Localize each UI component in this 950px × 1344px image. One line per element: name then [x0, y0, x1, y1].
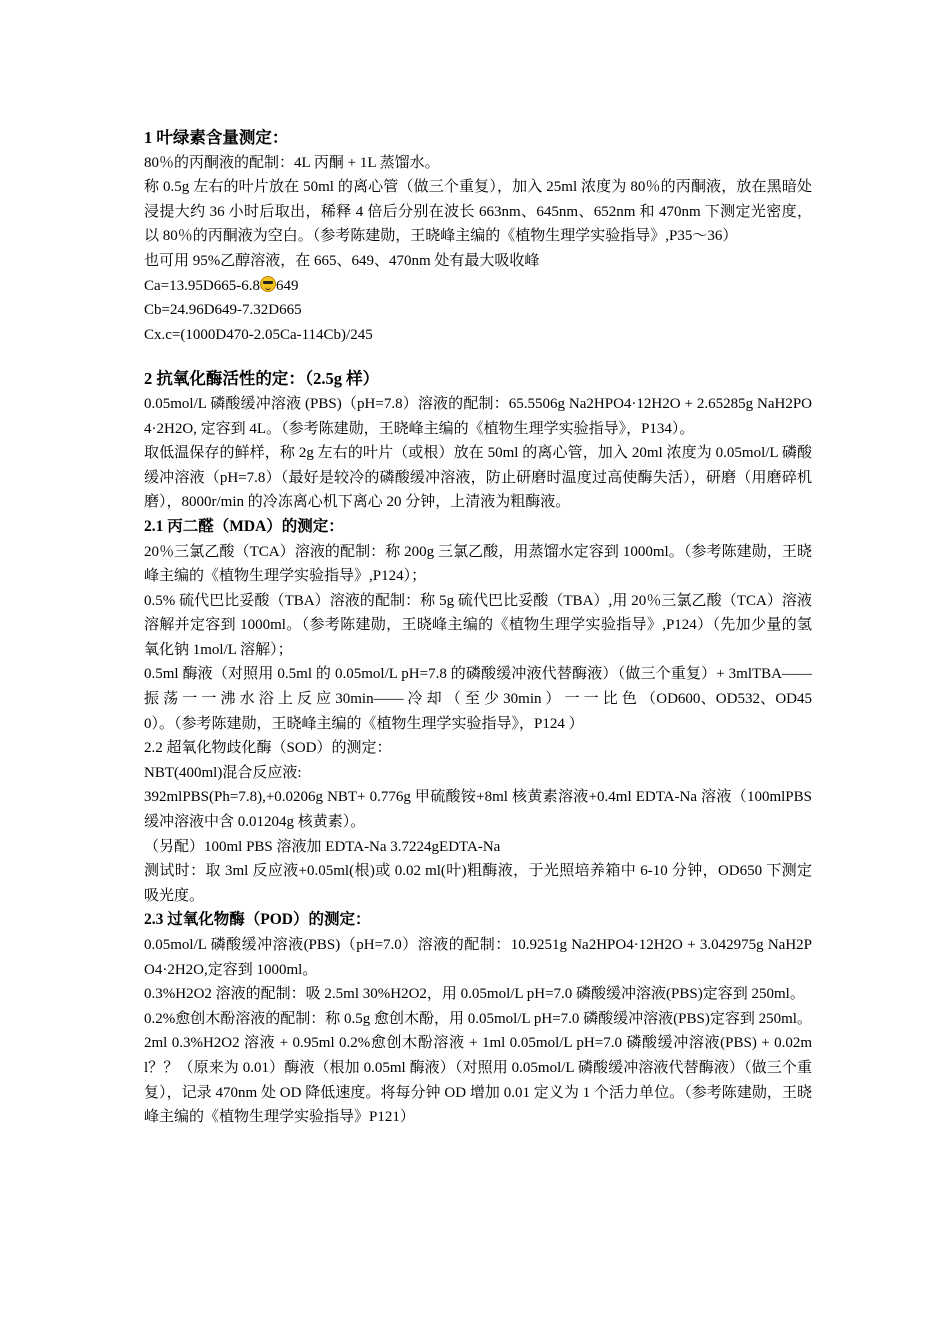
- formula-ca-part2: 649: [275, 277, 299, 294]
- paragraph-nbt-mix: NBT(400ml)混合反应液:: [144, 764, 302, 781]
- paragraph-pbs-prep: 0.05mol/L 磷酸缓冲溶液 (PBS)（pH=7.8）溶液的配制：65.5506g Na2HPO4·12H2O + 2.65285g NaH2PO4·2H2O, 定容到 4L。（参考陈建勋，王晓峰主编的《植物生理学实验指导》，P134）。: [144, 395, 812, 437]
- paragraph-tba-prep: 0.5% 硫代巴比妥酸（TBA）溶液的配制：称 5g 硫代巴比妥酸（TBA）,用 20％三氯乙酸（TCA）溶液溶解并定容到 1000ml。（参考陈建勋，王晓峰主编的《植物生理学实验指导》,P124）（先加少量的氢氧化钠 1mol/L 溶解）；: [144, 592, 812, 658]
- formula-cxc: Cx.c=(1000D470-2.05Ca-114Cb)/245: [144, 326, 373, 343]
- formula-cb: Cb=24.96D649-7.32D665: [144, 302, 302, 319]
- paragraph-h2o2-prep: 0.3%H2O2 溶液的配制：吸 2.5ml 30%H2O2，用 0.05mol/L pH=7.0 磷酸缓冲溶液(PBS)定容到 250ml。: [144, 986, 805, 1003]
- paragraph-pbs70-prep: 0.05mol/L 磷酸缓冲溶液(PBS)（pH=7.0）溶液的配制：10.9251g Na2HPO4·12H2O + 3.042975g NaH2PO4·2H2O,定容到 1000ml。: [144, 937, 812, 978]
- section-gap: [144, 347, 812, 363]
- paragraph-tca-prep: 20％三氯乙酸（TCA）溶液的配制：称 200g 三氯乙酸，用蒸馏水定容到 1000ml。（参考陈建勋，王晓峰主编的《植物生理学实验指导》,P124）；: [144, 543, 812, 585]
- heading-pod: 2.3 过氧化物酶（POD）的测定：: [144, 911, 371, 929]
- paragraph-edta-prep: （另配）100ml PBS 溶液加 EDTA-Na 3.7224gEDTA-Na: [144, 838, 501, 855]
- paragraph-sod-test: 测试时：取 3ml 反应液+0.05ml(根)或 0.02 ml(叶)粗酶液，于光照培养箱中 6-10 分钟，OD650 下测定吸光度。: [144, 863, 812, 904]
- paragraph-nbt-recipe: 392mlPBS(Ph=7.8),+0.0206g NBT+ 0.776g 甲硫酸铵+8ml 核黄素溶液+0.4ml EDTA-Na 溶液（100mlPBS 缓冲溶液中含 0.01204g 核黄素）。: [144, 789, 812, 831]
- heading-antioxidant-enzyme: 2 抗氧化酶活性的定：（2.5g 样）: [144, 369, 380, 389]
- heading-mda: 2.1 丙二醛（MDA）的测定：: [144, 517, 344, 535]
- document-page: [144, 122, 812, 1130]
- heading-sod: 2.2 超氧化物歧化酶（SOD）的测定：: [144, 740, 392, 757]
- paragraph-guaiacol-prep: 0.2%愈创木酚溶液的配制：称 0.5g 愈创木酚，用 0.05mol/L pH=7.0 磷酸缓冲溶液(PBS)定容到 250ml。: [144, 1010, 812, 1027]
- formula-ca: [144, 274, 812, 299]
- paragraph-mda-method: 0.5ml 酶液（对照用 0.5ml 的 0.05mol/L pH=7.8 的磷酸缓冲液代替酶液）（做三个重复）+ 3mlTBA—— 振 荡 一 一 沸 水 浴 上 反 应 30min—— 冷 却 （ 至 少 30min ） 一 一 比 色 （OD600、OD532、OD450）。（参考陈建勋，王晓峰主编的《植物生理学实验指导》，P124 ）: [144, 666, 812, 732]
- paragraph-chlorophyll-method: 称 0.5g 左右的叶片放在 50ml 的离心管（做三个重复），加入 25ml 浓度为 80％的丙酮液，放在黑暗处浸提大约 36 小时后取出，稀释 4 倍后分别在波长 663nm、645nm、652nm 和 470nm 下测定光密度，以 80％的丙酮液为空白。（参考陈建勋，王晓峰主编的《植物生理学实验指导》,P35～36）: [144, 179, 812, 245]
- paragraph-acetone-prep: 80％的丙酮液的配制：4L 丙酮 + 1L 蒸馏水。: [144, 154, 440, 171]
- paragraph-crude-enzyme: 取低温保存的鲜样，称 2g 左右的叶片（或根）放在 50ml 的离心管，加入 20ml 浓度为 0.05mol/L 磷酸缓冲溶液（pH=7.8）（最好是较冷的磷酸缓冲溶液，防止研磨时温度过高使酶失活），研磨（用磨碎机磨），8000r/min 的冷冻离心机下离心 20 分钟，上清液为粗酶液。: [144, 445, 812, 511]
- formula-ca-part1: Ca=13.95D665-6.8: [144, 277, 260, 294]
- smiley-sunglasses-icon: [260, 276, 276, 292]
- paragraph-pod-method: 2ml 0.3%H2O2 溶液 + 0.95ml 0.2%愈创木酚溶液 + 1ml 0.05mol/L pH=7.0 磷酸缓冲溶液(PBS) + 0.02ml？？（原来为 0.01）酶液（根加 0.05ml 酶液）（对照用 0.05mol/L 磷酸缓冲溶液代替酶液）（做三个重复），记录 470nm 处 OD 降低速度。将每分钟 OD 增加 0.01 定义为 1 个活力单位。（参考陈建勋，王晓峰主编的《植物生理学实验指导》P121）: [144, 1035, 812, 1126]
- heading-chlorophyll: 1 叶绿素含量测定：: [144, 128, 289, 147]
- paragraph-ethanol-alt: 也可用 95%乙醇溶液，在 665、649、470nm 处有最大吸收峰: [144, 252, 540, 269]
